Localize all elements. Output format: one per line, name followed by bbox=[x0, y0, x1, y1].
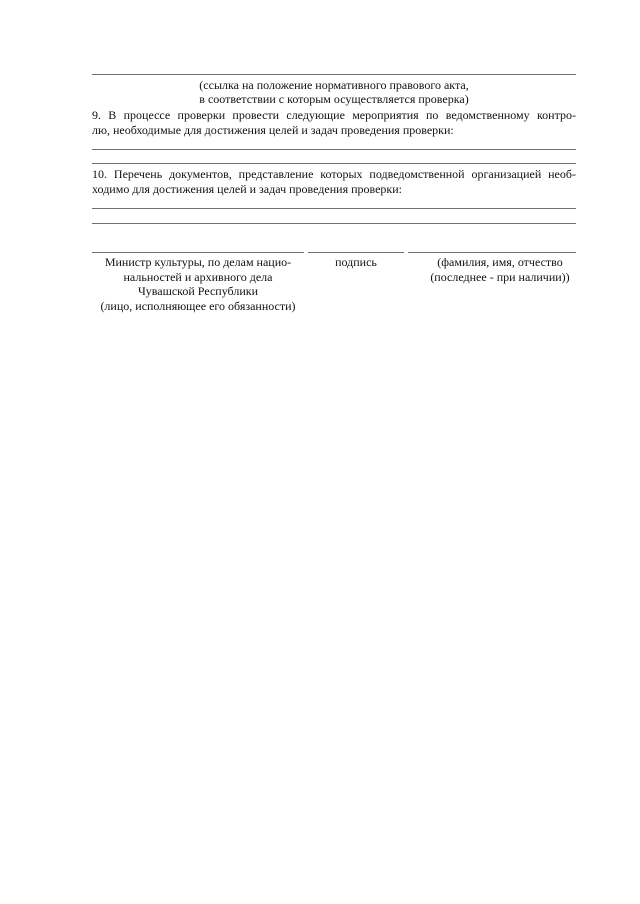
full-name-caption-line-1: (фамилия, имя, отчество bbox=[437, 255, 563, 269]
legal-act-reference-line bbox=[92, 74, 576, 75]
legal-act-caption-line-2: в соответствии с которым осуществляется проверка) bbox=[199, 92, 469, 106]
signature-line bbox=[308, 252, 404, 253]
position-caption-line-1: Министр культуры, по делам нацио- bbox=[104, 255, 292, 269]
item-10-paragraph bbox=[92, 167, 576, 196]
full-name-line bbox=[408, 252, 576, 253]
position-caption-line-4: (лицо, исполняющее его обязанности) bbox=[100, 298, 296, 313]
position-caption bbox=[80, 255, 316, 313]
item-9-line-1: 9. В процессе проверки провести следующие мероприятия по ведомственному контро- bbox=[92, 108, 576, 122]
full-name-caption bbox=[408, 255, 592, 284]
full-name-caption-line-2: (последнее - при наличии)) bbox=[430, 269, 570, 284]
item-10-fill-line-2 bbox=[92, 223, 576, 224]
legal-act-caption-line-1: (ссылка на положение нормативного правового акта, bbox=[199, 78, 469, 92]
signature-caption-label: подпись bbox=[335, 255, 377, 269]
item-10-line-1: 10. Перечень документов, представление которых подведомственной организацией необ- bbox=[92, 167, 576, 181]
position-caption-line-2: нальностей и архивного дела bbox=[123, 269, 273, 284]
signature-caption bbox=[308, 255, 404, 270]
item-9-line-2: лю, необходимые для достижения целей и задач проведения проверки: bbox=[92, 122, 454, 137]
legal-act-caption bbox=[92, 78, 576, 106]
position-caption-line-3: Чувашской Республики bbox=[137, 284, 259, 298]
item-10-fill-line-1 bbox=[92, 208, 576, 209]
item-10-line-2: ходимо для достижения целей и задач проведения проверки: bbox=[92, 181, 403, 196]
item-9-paragraph bbox=[92, 108, 576, 137]
position-line bbox=[92, 252, 304, 253]
item-9-fill-line-2 bbox=[92, 163, 576, 164]
item-9-fill-line-1 bbox=[92, 149, 576, 150]
